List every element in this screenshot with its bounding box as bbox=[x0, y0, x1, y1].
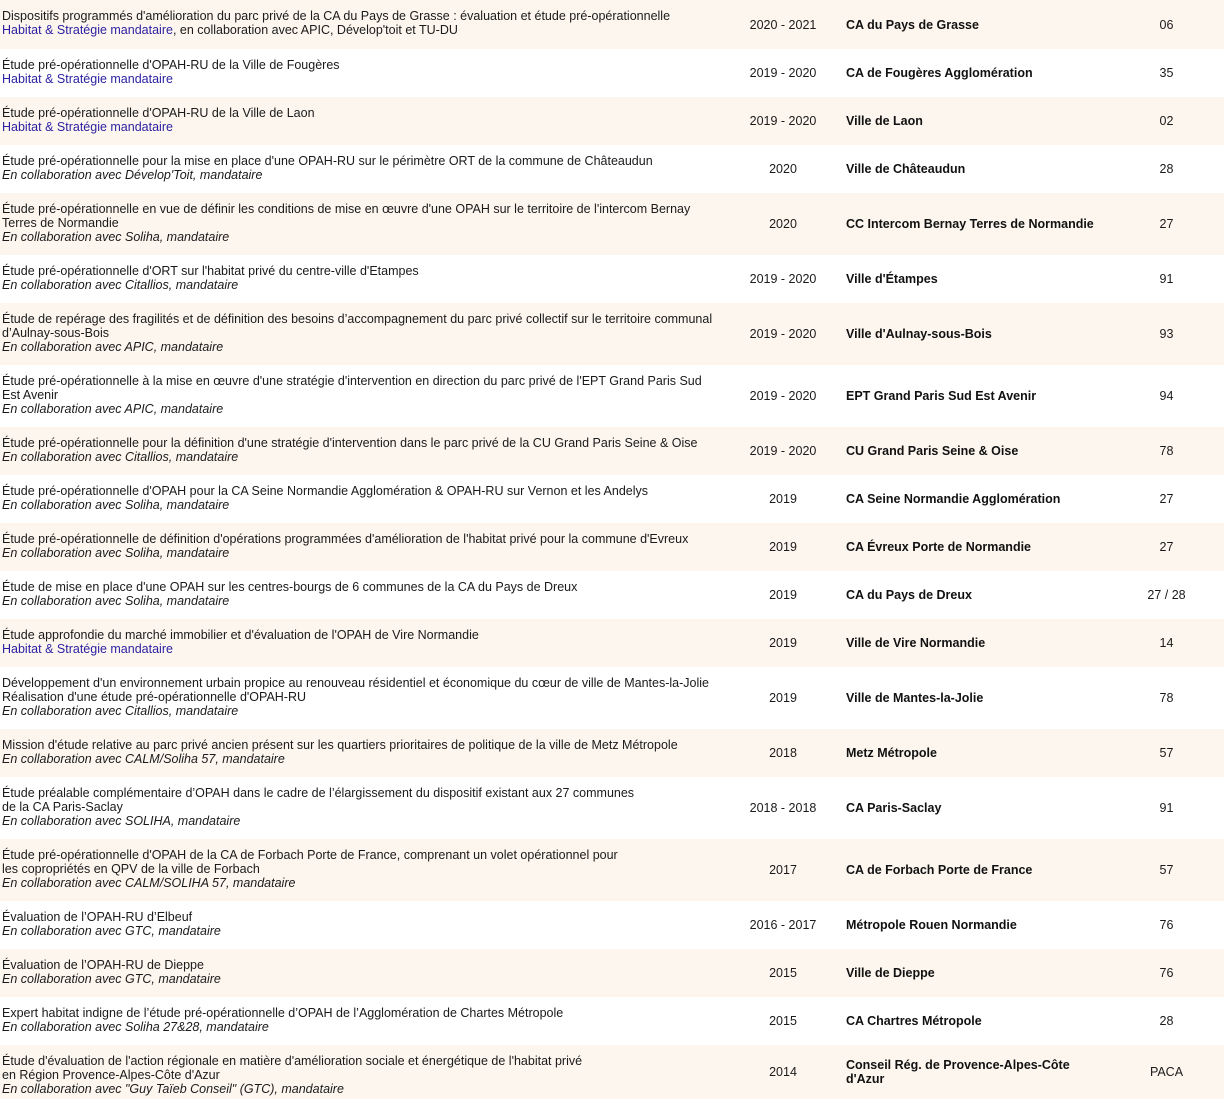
project-year: 2019 - 2020 bbox=[749, 66, 817, 80]
project-client: CA de Forbach Porte de France bbox=[846, 863, 1033, 877]
project-description-cell bbox=[0, 427, 720, 475]
partner-link[interactable]: Habitat & Stratégie mandataire bbox=[2, 642, 173, 656]
table-row bbox=[0, 0, 1224, 49]
project-client: CA de Fougères Agglomération bbox=[846, 66, 1033, 80]
project-title-line: d’Aulnay-sous-Bois bbox=[2, 326, 109, 340]
project-department: 14 bbox=[1159, 636, 1174, 650]
project-department: 57 bbox=[1159, 863, 1174, 877]
project-title-line: Évaluation de l’OPAH-RU de Dieppe bbox=[2, 958, 204, 972]
project-client: Ville d'Aulnay-sous-Bois bbox=[846, 327, 992, 341]
project-department: 28 bbox=[1159, 162, 1174, 176]
project-title-line: Étude pré-opérationnelle d'OPAH pour la CA Seine Normandie Agglomération & OPAH-RU sur Vernon et les Andelys bbox=[2, 484, 649, 498]
project-title-line: Dispositifs programmés d'amélioration du parc privé de la CA du Pays de Grasse : évaluation et étude pré-opérationnelle bbox=[2, 9, 671, 23]
partner-link[interactable]: Habitat & Stratégie mandataire bbox=[2, 120, 173, 134]
project-title-line: Étude pré-opérationnelle en vue de définir les conditions de mise en œuvre d'une OPAH sur le territoire de l'intercom Bernay bbox=[2, 202, 691, 216]
project-description-cell bbox=[0, 667, 720, 729]
project-description-cell bbox=[0, 949, 720, 997]
project-year: 2019 bbox=[769, 492, 797, 506]
project-title-line: en Région Provence-Alpes-Côte d'Azur bbox=[2, 1068, 220, 1082]
project-title-line: Étude de mise en place d'une OPAH sur les centres-bourgs de 6 communes de la CA du Pays de Dreux bbox=[2, 580, 578, 594]
project-department: 27 bbox=[1159, 540, 1174, 554]
project-year: 2019 - 2020 bbox=[749, 389, 817, 403]
project-title-line: Étude préalable complémentaire d’OPAH dans le cadre de l’élargissement du dispositif existant aux 27 communes bbox=[2, 786, 635, 800]
table-row bbox=[0, 729, 1224, 777]
project-partner: En collaboration avec APIC, mandataire bbox=[2, 402, 224, 416]
project-year: 2016 - 2017 bbox=[749, 918, 817, 932]
table-row bbox=[0, 777, 1224, 839]
table-row bbox=[0, 901, 1224, 949]
project-partner: En collaboration avec Citallios, mandataire bbox=[2, 704, 239, 718]
project-department: 76 bbox=[1159, 918, 1174, 932]
table-row bbox=[0, 145, 1224, 193]
project-description-cell bbox=[0, 145, 720, 193]
project-year: 2019 bbox=[769, 540, 797, 554]
project-description-cell bbox=[0, 997, 720, 1045]
table-row bbox=[0, 475, 1224, 523]
project-title-line: Étude de repérage des fragilités et de définition des besoins d’accompagnement du parc privé collectif sur le territoire communal bbox=[2, 312, 713, 326]
project-year: 2015 bbox=[769, 966, 797, 980]
project-year: 2014 bbox=[769, 1065, 797, 1079]
project-description-cell bbox=[0, 523, 720, 571]
project-description-cell bbox=[0, 729, 720, 777]
project-department: PACA bbox=[1149, 1065, 1184, 1079]
table-row bbox=[0, 949, 1224, 997]
project-partner: En collaboration avec Soliha, mandataire bbox=[2, 230, 230, 244]
project-title-line: Évaluation de l’OPAH-RU d’Elbeuf bbox=[2, 910, 193, 924]
table-row bbox=[0, 303, 1224, 365]
project-year: 2019 bbox=[769, 588, 797, 602]
project-description-cell bbox=[0, 365, 720, 427]
project-title-line: Étude pré-opérationnelle d'OPAH-RU de la Ville de Laon bbox=[2, 106, 315, 120]
project-year: 2019 - 2020 bbox=[749, 444, 817, 458]
project-title-line: Étude pré-opérationnelle pour la définition d'une stratégie d'intervention dans le parc privé de la CU Grand Paris Seine & Oise bbox=[2, 436, 698, 450]
project-partner: En collaboration avec Dévelop'Toit, mandataire bbox=[2, 168, 263, 182]
partner-suffix: , en collaboration avec APIC, Dévelop'toit et TU-DU bbox=[172, 23, 458, 37]
table-row bbox=[0, 839, 1224, 901]
project-client: Ville de Dieppe bbox=[846, 966, 935, 980]
project-client: Ville de Mantes-la-Jolie bbox=[846, 691, 984, 705]
project-partner: En collaboration avec Citallios, mandataire bbox=[2, 450, 239, 464]
project-department: 57 bbox=[1159, 746, 1174, 760]
project-client: EPT Grand Paris Sud Est Avenir bbox=[846, 389, 1037, 403]
partner-link[interactable]: Habitat & Stratégie mandataire bbox=[2, 23, 173, 37]
table-row bbox=[0, 97, 1224, 145]
project-description-cell bbox=[0, 475, 720, 523]
project-partner: En collaboration avec Soliha, mandataire bbox=[2, 546, 230, 560]
project-year: 2018 - 2018 bbox=[749, 801, 817, 815]
project-year: 2019 - 2020 bbox=[749, 114, 817, 128]
project-client: Ville de Laon bbox=[846, 114, 923, 128]
project-client: CA Seine Normandie Agglomération bbox=[846, 492, 1061, 506]
table-row bbox=[0, 427, 1224, 475]
project-partner: En collaboration avec Soliha 27&28, mandataire bbox=[2, 1020, 269, 1034]
project-title-line: Étude pré-opérationnelle à la mise en œuvre d'une stratégie d'intervention en direction du parc privé de l'EPT Grand Paris Sud bbox=[2, 374, 702, 388]
project-department: 93 bbox=[1159, 327, 1174, 341]
project-year: 2019 bbox=[769, 691, 797, 705]
project-client: CC Intercom Bernay Terres de Normandie bbox=[846, 217, 1094, 231]
project-client: CU Grand Paris Seine & Oise bbox=[846, 444, 1019, 458]
project-client: CA du Pays de Dreux bbox=[846, 588, 972, 602]
project-description-cell bbox=[0, 1045, 720, 1099]
project-partner: En collaboration avec SOLIHA, mandataire bbox=[2, 814, 241, 828]
project-title-line: Étude pré-opérationnelle d'ORT sur l'habitat privé du centre-ville d'Etampes bbox=[2, 264, 419, 278]
project-department: 27 bbox=[1159, 492, 1174, 506]
project-client: CA Paris-Saclay bbox=[846, 801, 942, 815]
project-client: CA Évreux Porte de Normandie bbox=[846, 540, 1032, 554]
project-department: 94 bbox=[1159, 389, 1174, 403]
project-year: 2018 bbox=[769, 746, 797, 760]
project-partner: En collaboration avec GTC, mandataire bbox=[2, 924, 221, 938]
project-department: 27 bbox=[1159, 217, 1174, 231]
project-year: 2019 - 2020 bbox=[749, 327, 817, 341]
project-title-line: les copropriétés en QPV de la ville de Forbach bbox=[2, 862, 260, 876]
project-title-line: Étude approfondie du marché immobilier et d'évaluation de l'OPAH de Vire Normandie bbox=[2, 628, 479, 642]
project-description-cell bbox=[0, 619, 720, 667]
project-client: Ville de Vire Normandie bbox=[846, 636, 986, 650]
project-department: 91 bbox=[1159, 801, 1174, 815]
project-year: 2017 bbox=[769, 863, 797, 877]
project-partner: En collaboration avec Citallios, mandataire bbox=[2, 278, 239, 292]
project-client: Ville d'Étampes bbox=[846, 272, 938, 286]
project-description-cell bbox=[0, 303, 720, 365]
table-row bbox=[0, 619, 1224, 667]
project-partner bbox=[2, 642, 714, 656]
project-title-line: Développement d'un environnement urbain propice au renouveau résidentiel et économique du cœur de ville de Mantes-la-Jolie bbox=[2, 676, 709, 690]
project-client: Metz Métropole bbox=[846, 746, 937, 760]
table-row bbox=[0, 523, 1224, 571]
project-client: Conseil Rég. de Provence-Alpes-Côte d'Azur bbox=[846, 1058, 1070, 1086]
project-year: 2020 bbox=[769, 162, 797, 176]
project-description-cell bbox=[0, 901, 720, 949]
project-description-cell bbox=[0, 777, 720, 839]
project-partner bbox=[2, 120, 714, 134]
project-description-cell bbox=[0, 839, 720, 901]
project-title-line: Réalisation d'une étude pré-opérationnelle d'OPAH-RU bbox=[2, 690, 307, 704]
project-title-line: Étude d'évaluation de l'action régionale en matière d'amélioration sociale et énergétique de l'habitat privé bbox=[2, 1054, 583, 1068]
project-description-cell bbox=[0, 49, 720, 97]
project-title-line: Étude pré-opérationnelle de définition d'opérations programmées d'amélioration de l'habitat privé pour la commune d'Evreux bbox=[2, 532, 689, 546]
table-row bbox=[0, 255, 1224, 303]
project-department: 78 bbox=[1159, 444, 1174, 458]
project-department: 02 bbox=[1159, 114, 1174, 128]
project-department: 27 / 28 bbox=[1147, 588, 1186, 602]
project-year: 2019 bbox=[769, 636, 797, 650]
project-department: 91 bbox=[1159, 272, 1174, 286]
project-partner: En collaboration avec Soliha, mandataire bbox=[2, 498, 230, 512]
project-year: 2019 - 2020 bbox=[749, 272, 817, 286]
project-title-line: de la CA Paris-Saclay bbox=[2, 800, 123, 814]
project-year: 2020 - 2021 bbox=[749, 17, 817, 32]
project-title-line: Étude pré-opérationnelle d'OPAH de la CA de Forbach Porte de France, comprenant un volet opérationnel pour bbox=[2, 848, 618, 862]
table-row bbox=[0, 571, 1224, 619]
project-year: 2020 bbox=[769, 217, 797, 231]
table-row bbox=[0, 997, 1224, 1045]
project-partner: En collaboration avec CALM/SOLIHA 57, mandataire bbox=[2, 876, 296, 890]
project-partner: En collaboration avec GTC, mandataire bbox=[2, 972, 221, 986]
project-partner: En collaboration avec Soliha, mandataire bbox=[2, 594, 230, 608]
table-row bbox=[0, 193, 1224, 255]
project-title-line: Terres de Normandie bbox=[2, 216, 119, 230]
project-department: 78 bbox=[1159, 691, 1174, 705]
project-title-line: Étude pré-opérationnelle pour la mise en place d'une OPAH-RU sur le périmètre ORT de la commune de Châteaudun bbox=[2, 154, 653, 168]
project-title-line: Est Avenir bbox=[2, 388, 59, 402]
project-description-cell bbox=[0, 255, 720, 303]
project-department: 76 bbox=[1159, 966, 1174, 980]
project-description-cell bbox=[0, 0, 720, 49]
project-department: 06 bbox=[1159, 17, 1174, 32]
project-client: CA du Pays de Grasse bbox=[846, 17, 979, 32]
project-title-line: Expert habitat indigne de l’étude pré-opérationnelle d’OPAH de l’Agglomération de Chartes Métropole bbox=[2, 1006, 564, 1020]
project-description-cell bbox=[0, 571, 720, 619]
project-client: Métropole Rouen Normandie bbox=[846, 918, 1017, 932]
table-row bbox=[0, 49, 1224, 97]
project-client: CA Chartres Métropole bbox=[846, 1014, 982, 1028]
project-description-cell bbox=[0, 97, 720, 145]
partner-link[interactable]: Habitat & Stratégie mandataire bbox=[2, 72, 173, 86]
project-description-cell bbox=[0, 193, 720, 255]
project-partner: En collaboration avec "Guy Taïeb Conseil" (GTC), mandataire bbox=[2, 1082, 344, 1096]
project-year: 2015 bbox=[769, 1014, 797, 1028]
project-partner: En collaboration avec APIC, mandataire bbox=[2, 340, 224, 354]
project-partner bbox=[2, 23, 714, 37]
table-row bbox=[0, 1045, 1224, 1099]
project-partner bbox=[2, 72, 714, 86]
project-client: Ville de Châteaudun bbox=[846, 162, 966, 176]
project-department: 35 bbox=[1159, 66, 1174, 80]
table-row bbox=[0, 365, 1224, 427]
project-title-line: Mission d'étude relative au parc privé ancien présent sur les quartiers prioritaires de politique de la ville de Metz Métropole bbox=[2, 738, 678, 752]
table-row bbox=[0, 667, 1224, 729]
project-title-line: Étude pré-opérationnelle d'OPAH-RU de la Ville de Fougères bbox=[2, 58, 340, 72]
project-department: 28 bbox=[1159, 1014, 1174, 1028]
project-partner: En collaboration avec CALM/Soliha 57, mandataire bbox=[2, 752, 285, 766]
